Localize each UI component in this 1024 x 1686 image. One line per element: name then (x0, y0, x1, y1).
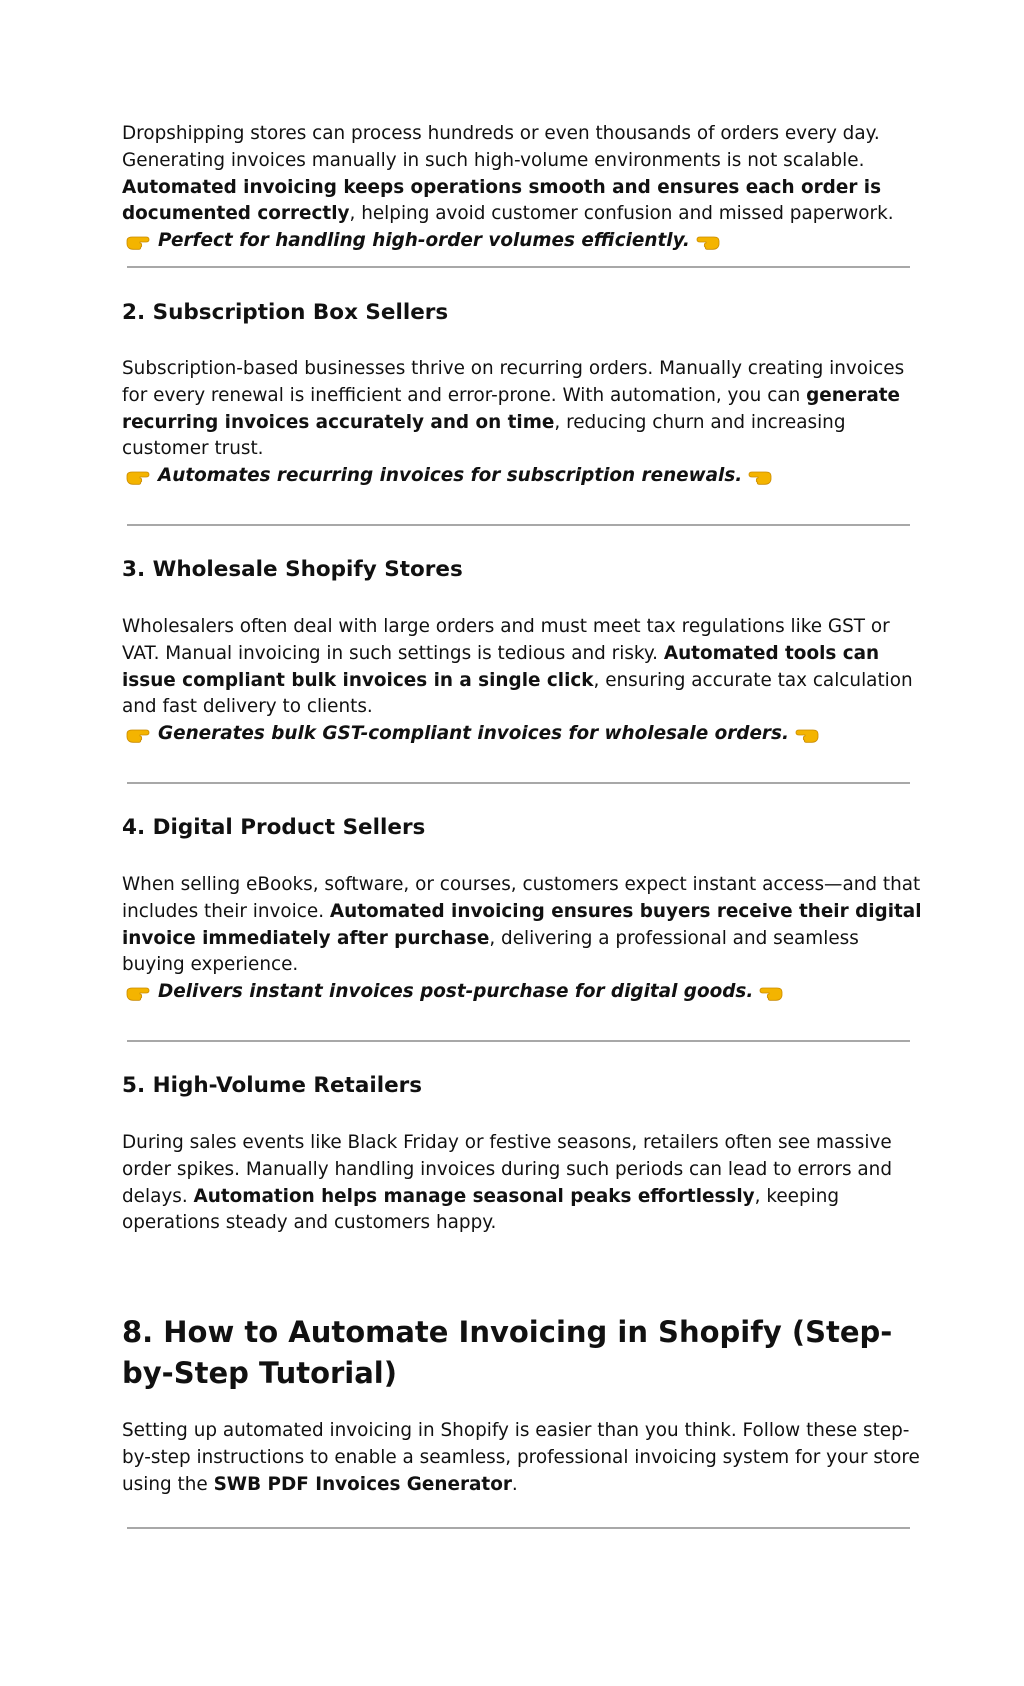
tutorial-heading: 8. How to Automate Invoicing in Shopify (Step-by-Step Tutorial) (122, 1315, 893, 1390)
section-body (122, 1130, 922, 1237)
section-subscription-box-sellers (122, 299, 922, 327)
intro-paragraph (122, 121, 922, 228)
section-paragraph (122, 872, 922, 979)
intro-text-end: , helping avoid customer confusion and missed paperwork. (349, 203, 894, 225)
pointing-right-icon (126, 983, 150, 1003)
section-text: Wholesalers often deal with large orders and must meet tax regulations like GST or VAT. Manual invoicing in such settings is tedious and risky. (122, 616, 890, 664)
tutorial-body (122, 1418, 922, 1498)
section-high-volume-retailers (122, 1072, 922, 1100)
intro-highlight (122, 228, 922, 255)
section-text-end: , delivering a professional and seamless buying experience. (122, 927, 859, 976)
section-heading: 3. Wholesale Shopify Stores (122, 557, 463, 582)
intro-block (122, 121, 922, 255)
section-highlight-text: Automates recurring invoices for subscription renewals. (158, 465, 743, 487)
section-wholesale-shopify-stores (122, 556, 922, 584)
section-text: During sales events like Black Friday or festive seasons, retailers often see massive order spikes. Manually handling invoices during such periods can lead to errors and delays. (122, 1132, 892, 1207)
pointing-right-icon (126, 467, 150, 487)
section-highlight (122, 979, 922, 1006)
section-highlight-text: Generates bulk GST-compliant invoices for wholesale orders. (158, 723, 789, 745)
section-text: When selling eBooks, software, or courses, customers expect instant access—and that includes their invoice. (122, 874, 921, 922)
tutorial-text-end: . (511, 1473, 518, 1495)
tutorial-paragraph (122, 1418, 922, 1498)
tutorial-bold-text: SWB PDF Invoices Generator (213, 1473, 512, 1495)
section-bold-text: generate recurring invoices accurately and on time (122, 384, 901, 433)
section-heading: 5. High-Volume Retailers (122, 1073, 423, 1098)
pointing-left-icon (748, 467, 772, 487)
section-body (122, 356, 922, 490)
section-text-end: , reducing churn and increasing customer trust. (122, 411, 846, 460)
pointing-right-icon (126, 725, 150, 745)
section-divider (127, 524, 910, 526)
section-heading: 2. Subscription Box Sellers (122, 300, 449, 325)
pointing-left-icon (795, 725, 819, 745)
section-body (122, 614, 922, 748)
section-body (122, 872, 922, 1006)
section-divider (127, 266, 910, 268)
intro-text: Dropshipping stores can process hundreds or even thousands of orders every day. Generating invoices manually in such high-volume environments is not scalable. (122, 123, 880, 171)
section-text-end: , keeping operations steady and customers happy. (122, 1185, 840, 1234)
section-divider (127, 782, 910, 784)
tutorial-section (122, 1312, 922, 1394)
section-highlight-text: Delivers instant invoices post-purchase for digital goods. (158, 981, 754, 1003)
pointing-right-icon (126, 232, 150, 252)
section-divider (127, 1527, 910, 1529)
tutorial-text: Setting up automated invoicing in Shopify is easier than you think. Follow these step-by-step instructions to enable a seamless, professional invoicing system for your store using the (122, 1420, 920, 1495)
section-heading: 4. Digital Product Sellers (122, 815, 426, 840)
pointing-left-icon (696, 232, 720, 252)
section-highlight (122, 721, 922, 748)
section-bold-text: Automation helps manage seasonal peaks effortlessly (193, 1185, 755, 1207)
section-digital-product-sellers (122, 814, 922, 842)
section-bold-text: Automated invoicing ensures buyers receive their digital invoice immediately after purchase (122, 900, 922, 949)
pointing-left-icon (759, 983, 783, 1003)
section-bold-text: Automated tools can issue compliant bulk invoices in a single click (122, 642, 880, 691)
section-text-end: , ensuring accurate tax calculation and fast delivery to clients. (122, 669, 913, 718)
section-paragraph (122, 356, 922, 463)
section-text: Subscription-based businesses thrive on recurring orders. Manually creating invoices for every renewal is inefficient and error-prone. With automation, you can (122, 358, 905, 406)
intro-bold-text: Automated invoicing keeps operations smooth and ensures each order is documented correctly (122, 176, 882, 225)
section-highlight (122, 463, 922, 490)
intro-highlight-text: Perfect for handling high-order volumes efficiently. (158, 230, 690, 252)
section-paragraph (122, 614, 922, 721)
section-divider (127, 1040, 910, 1042)
section-paragraph (122, 1130, 922, 1237)
